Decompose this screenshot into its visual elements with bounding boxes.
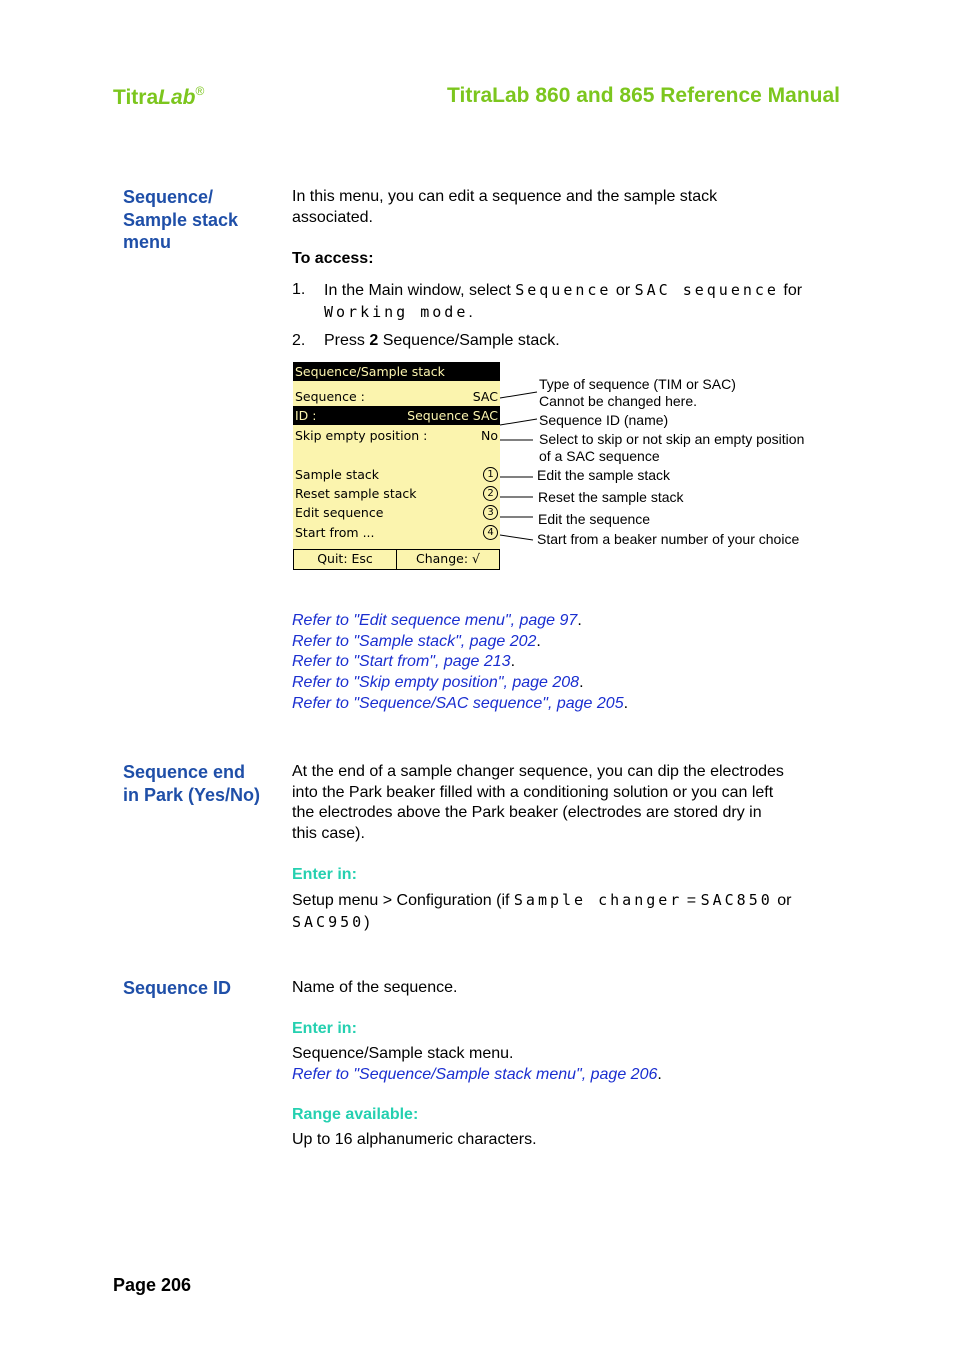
enter-in-heading: Enter in: bbox=[292, 1020, 357, 1037]
quit-softkey: Quit: Esc bbox=[317, 551, 373, 566]
section-title-line: Sample stack bbox=[123, 209, 239, 230]
step-text-part: or bbox=[611, 282, 635, 299]
step-text-part: . bbox=[468, 303, 473, 321]
ref-period: . bbox=[536, 632, 541, 650]
step-text-part: for bbox=[778, 282, 803, 299]
callout-sequence-type bbox=[539, 376, 736, 410]
start-from-label: Start from ... bbox=[295, 525, 375, 540]
section-title-line: in Park (Yes/No) bbox=[123, 784, 261, 805]
reference-link[interactable]: Refer to "Skip empty position", page 208 bbox=[292, 674, 580, 692]
setup-text: = bbox=[682, 892, 701, 909]
section3-enter-value bbox=[292, 1044, 837, 1085]
ref-period: . bbox=[579, 674, 584, 692]
key-number: 2 bbox=[369, 332, 379, 349]
reference-link[interactable]: Refer to "Sequence/Sample stack menu", page 206 bbox=[292, 1065, 658, 1083]
callout-line: of a SAC sequence bbox=[539, 448, 660, 464]
skip-label: Skip empty position : bbox=[295, 428, 428, 443]
callout-line: Cannot be changed here. bbox=[539, 393, 698, 409]
section-title-line: Sequence end bbox=[123, 762, 246, 782]
section3-body: Name of the sequence. bbox=[292, 979, 458, 996]
screen-title: Sequence/Sample stack bbox=[293, 362, 500, 381]
key-2-icon: 2 bbox=[483, 486, 498, 501]
reference-link[interactable]: Refer to "Start from", page 213 bbox=[292, 653, 511, 671]
code-sac-sequence: SAC sequence bbox=[634, 281, 779, 299]
range-value: Up to 16 alphanumeric characters. bbox=[292, 1131, 537, 1148]
section-title-line: menu bbox=[123, 232, 172, 252]
key-3-icon: 3 bbox=[483, 505, 498, 520]
skip-value: No bbox=[481, 428, 498, 443]
ref-period: . bbox=[510, 653, 516, 671]
ref-period: . bbox=[657, 1065, 662, 1083]
code-sac950: SAC950 bbox=[292, 912, 365, 931]
page-number: Page 206 bbox=[113, 1275, 192, 1295]
enter-in-heading: Enter in: bbox=[292, 866, 357, 883]
reference-item bbox=[292, 652, 837, 673]
reference-item bbox=[292, 632, 837, 653]
body-line: into the Park beaker filled with a conditioning solution or you can left bbox=[292, 783, 774, 801]
reference-item bbox=[292, 611, 837, 632]
callout-skip-empty bbox=[539, 431, 804, 465]
callout-edit-sequence: Edit the sequence bbox=[538, 511, 651, 527]
intro-line: associated. bbox=[292, 208, 373, 226]
setup-text: ) bbox=[364, 913, 370, 931]
ref-period: . bbox=[577, 612, 582, 629]
manual-title: TitraLab 860 and 865 Reference Manual bbox=[447, 84, 840, 107]
to-access-heading: To access: bbox=[292, 250, 374, 267]
step-text-part: In the Main window, select bbox=[324, 282, 516, 299]
step-text-part: Press bbox=[324, 332, 370, 349]
reference-list bbox=[292, 611, 837, 715]
callout-edit-stack: Edit the sample stack bbox=[537, 467, 671, 483]
reference-link[interactable]: Refer to "Edit sequence menu", page 97 bbox=[292, 612, 578, 629]
callout-sequence-id: Sequence ID (name) bbox=[539, 412, 669, 428]
code-working-mode: Working mode bbox=[324, 302, 469, 321]
callout-line: Select to skip or not skip an empty position bbox=[539, 431, 805, 447]
range-heading: Range available: bbox=[292, 1106, 419, 1123]
edit-sequence-label: Edit sequence bbox=[295, 505, 384, 520]
step-number: 2. bbox=[292, 332, 306, 349]
code-sac850: SAC850 bbox=[700, 891, 773, 909]
step-number: 1. bbox=[292, 281, 306, 298]
setup-text: or bbox=[772, 892, 792, 909]
id-value: Sequence SAC bbox=[407, 408, 498, 423]
callout-reset-stack: Reset the sample stack bbox=[538, 489, 684, 505]
body-line: the electrodes above the Park beaker (electrodes are stored dry in bbox=[292, 804, 762, 822]
leader-line bbox=[500, 419, 537, 425]
section2-body bbox=[292, 762, 837, 845]
reference-link[interactable]: Refer to "Sequence/SAC sequence", page 205 bbox=[292, 694, 624, 712]
code-sequence: Sequence bbox=[515, 281, 612, 299]
sequence-value: SAC bbox=[472, 389, 498, 404]
step-text-part: Sequence/Sample stack. bbox=[378, 332, 560, 349]
id-label: ID : bbox=[295, 408, 317, 423]
setup-text: Setup menu > Configuration (if bbox=[292, 892, 514, 909]
body-line: this case). bbox=[292, 825, 365, 843]
brand-suffix: Lab bbox=[158, 86, 196, 109]
section-title-sequence-id: Sequence ID bbox=[123, 978, 232, 998]
code-sample-changer: Sample changer bbox=[513, 891, 683, 909]
body-line: At the end of a sample changer sequence, you can dip the electrodes bbox=[292, 763, 784, 780]
change-softkey: Change: √ bbox=[396, 550, 499, 569]
reset-stack-label: Reset sample stack bbox=[295, 486, 417, 501]
setup-path bbox=[292, 890, 837, 933]
callout-start-from: Start from a beaker number of your choice bbox=[537, 531, 800, 547]
reference-item bbox=[292, 694, 837, 715]
key-1-icon: 1 bbox=[483, 467, 498, 482]
ref-period: . bbox=[623, 694, 629, 712]
intro-line: In this menu, you can edit a sequence and the sample stack bbox=[292, 188, 718, 205]
sequence-label: Sequence : bbox=[295, 389, 365, 404]
sample-stack-label: Sample stack bbox=[295, 467, 380, 482]
section-title-line: Sequence/ bbox=[123, 187, 214, 207]
brand-prefix: Titra bbox=[113, 86, 159, 109]
callout-line: Type of sequence (TIM or SAC) bbox=[539, 376, 736, 392]
reference-item bbox=[292, 673, 837, 694]
leader-line bbox=[500, 535, 533, 540]
reference-item bbox=[292, 1065, 837, 1086]
leader-line bbox=[500, 392, 537, 398]
key-4-icon: 4 bbox=[483, 525, 498, 540]
section-title-sequence-end-park bbox=[123, 761, 293, 806]
reference-link[interactable]: Refer to "Sample stack", page 202 bbox=[292, 632, 537, 650]
enter-value: Sequence/Sample stack menu. bbox=[292, 1045, 514, 1062]
registered-mark: ® bbox=[195, 84, 205, 98]
